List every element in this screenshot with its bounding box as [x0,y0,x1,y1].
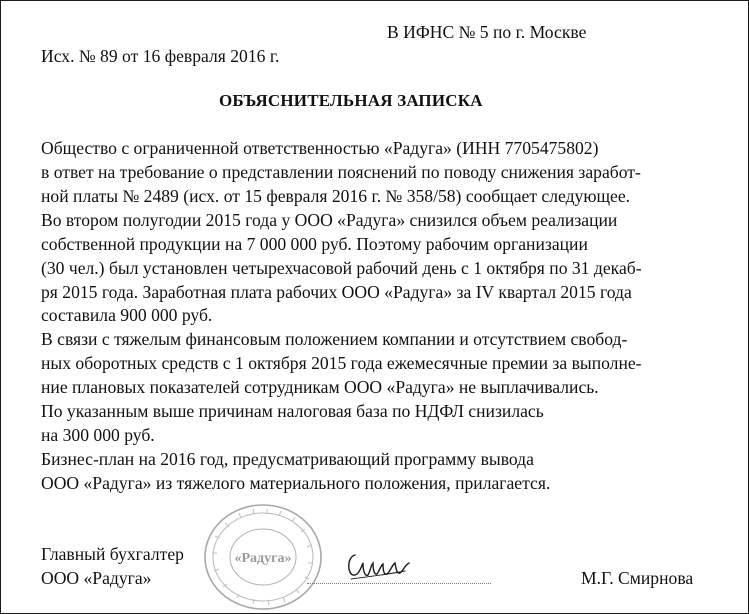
signer-name: М.Г. Смирнова [581,568,694,588]
body-line: ООО «Радуга» из тяжелого материального положения, прилагается. [41,473,551,493]
body-line: ных оборотных средств с 1 октября 2015 года ежемесячные премии за выполне- [41,353,642,373]
body-line: По указанным выше причинам налоговая база по НДФЛ снизилась [41,401,544,421]
signature-line [307,583,491,584]
body-line: Бизнес-план на 2016 год, предусматривающий программу вывода [41,449,534,469]
body-line: собственной продукции на 7 000 000 руб. Поэтому рабочим организации [41,234,588,254]
recipient-line: В ИФНС № 5 по г. Москве [387,22,587,42]
outgoing-reference: Исх. № 89 от 16 февраля 2016 г. [41,46,280,66]
body-line: на 300 000 руб. [41,425,155,445]
body-line: в ответ на требование о представлении пояснений по поводу снижения заработ- [41,162,641,182]
body-line: ние плановых показателей сотрудникам ООО «Радуга» не выплачивались. [41,377,599,397]
signer-organization: ООО «Радуга» [41,568,152,588]
body-line: ря 2015 года. Заработная плата рабочих ООО «Радуга» за IV квартал 2015 года [41,282,632,302]
body-line: (30 чел.) был установлен четырехчасовой рабочий день с 1 октября по 31 декаб- [41,258,642,278]
document-title: ОБЪЯСНИТЕЛЬНАЯ ЗАПИСКА [219,91,483,110]
company-stamp [201,501,325,613]
body-line: Во втором полугодии 2015 года у ООО «Радуга» снизился объем реализации [41,210,618,230]
body-line: Общество с ограниченной ответственностью «Радуга» (ИНН 7705475802) [41,138,599,158]
body-line: В связи с тяжелым финансовым положением компании и отсутствием свобод- [41,329,628,349]
signer-position: Главный бухгалтер [41,544,184,564]
body-line: ной платы № 2489 (исх. от 15 февраля 2016 г. № 358/58) сообщает следующее. [41,186,631,206]
stamp-company-name: «Радуга» [234,551,292,566]
body-line: составила 900 000 руб. [41,305,213,325]
